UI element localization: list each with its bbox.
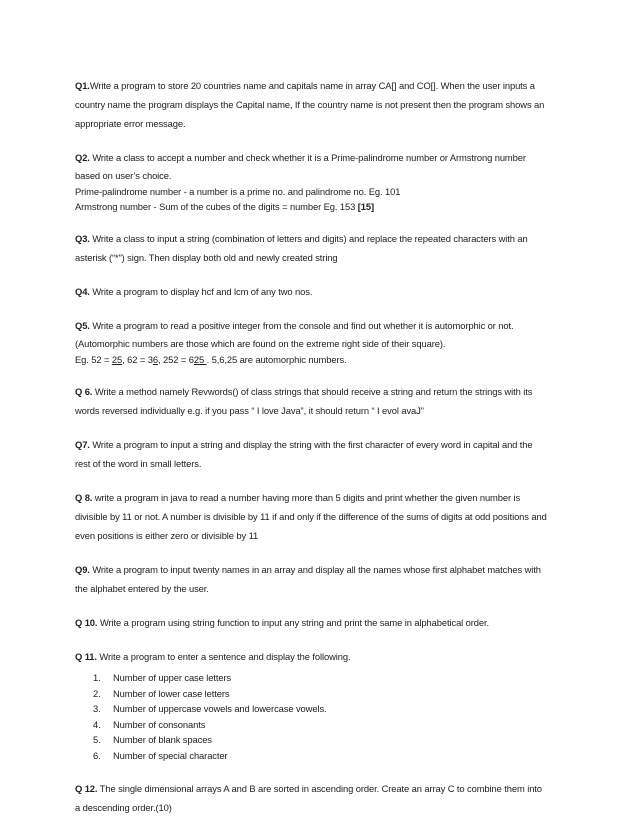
question-8-line-2: divisible by 11 or not. A number is divisible by 11 if and only if the difference of the sums of digits at odd positions and bbox=[75, 511, 547, 522]
question-9-text: Write a program to input twenty names in an array and display all the names whose first alphabet matches with bbox=[89, 564, 541, 575]
question-1-line-1 bbox=[75, 76, 575, 95]
question-7-text: Write a program to input a string and display the string with the first character of every word in capital and the bbox=[89, 439, 533, 450]
question-5-text: Write a program to read a positive integer from the console and find out whether it is automorphic or not. bbox=[89, 320, 514, 331]
list-item-number: 3. bbox=[93, 703, 101, 715]
question-6-line-1 bbox=[75, 382, 575, 401]
example-part-3: , 252 = 6 bbox=[158, 354, 194, 365]
question-2-marks: [15] bbox=[357, 201, 375, 212]
question-5-line-2: (Automorphic numbers are those which are found on the extreme right side of their square). bbox=[75, 338, 446, 349]
question-1-number: Q1. bbox=[75, 80, 90, 91]
question-10-line-1 bbox=[75, 613, 575, 632]
list-item-number: 5. bbox=[93, 734, 101, 746]
list-item-text: Number of lower case letters bbox=[113, 687, 230, 699]
list-item-text: Number of blank spaces bbox=[113, 734, 212, 746]
question-5-line-1 bbox=[75, 316, 575, 335]
example-part-1: Eg. 52 = bbox=[75, 354, 112, 365]
question-12-number: Q 12. bbox=[75, 782, 98, 794]
example-underline-1: 25 bbox=[111, 354, 123, 365]
list-item-number: 1. bbox=[93, 672, 101, 683]
question-2-line-4 bbox=[75, 199, 575, 214]
question-9 bbox=[75, 560, 575, 598]
example-underline-2: 6 bbox=[152, 354, 158, 365]
question-3-text: Write a class to input a string (combination of letters and digits) and replace the repeated characters with an bbox=[89, 233, 528, 244]
question-7-line-2: rest of the word in small letters. bbox=[75, 458, 202, 469]
question-2-armstrong-text: Armstrong number - Sum of the cubes of the digits = number Eg. 153 bbox=[75, 201, 358, 212]
question-12-line-1 bbox=[75, 779, 575, 798]
question-8-line-1 bbox=[75, 488, 575, 507]
question-8-line-3: even positions is either zero or divisible by 11 bbox=[75, 530, 259, 541]
list-item bbox=[93, 670, 575, 686]
question-9-number: Q9. bbox=[75, 564, 90, 575]
list-item-number: 2. bbox=[93, 687, 101, 699]
list-item bbox=[93, 717, 575, 733]
question-2-line-2: based on user’s choice. bbox=[75, 170, 172, 181]
question-1-text: Write a program to store 20 countries name and capitals name in array CA[] and CO[]. When the user inputs a bbox=[89, 80, 535, 91]
question-11-list bbox=[75, 670, 575, 764]
question-5-example bbox=[75, 352, 575, 367]
question-7-line-1 bbox=[75, 435, 575, 454]
question-8-number: Q 8. bbox=[75, 492, 93, 503]
list-item bbox=[93, 701, 575, 717]
list-item-text: Number of uppercase vowels and lowercase vowels. bbox=[113, 703, 327, 715]
question-6 bbox=[75, 382, 575, 420]
question-12-text: The single dimensional arrays A and B are sorted in ascending order. Create an array C to combine them into bbox=[97, 782, 542, 794]
question-3 bbox=[75, 229, 575, 267]
example-underline-3: 25 bbox=[193, 354, 207, 365]
question-10-number: Q 10. bbox=[75, 617, 98, 628]
question-6-number: Q 6. bbox=[75, 386, 93, 397]
question-3-line-1 bbox=[75, 229, 575, 248]
list-item bbox=[93, 686, 575, 702]
question-12-line-2: a descending order.(10) bbox=[75, 801, 172, 813]
question-1-line-3: appropriate error message. bbox=[75, 118, 186, 129]
list-item-text: Number of consonants bbox=[113, 718, 206, 730]
question-11-text: Write a program to enter a sentence and display the following. bbox=[96, 651, 351, 662]
question-10-text: Write a program using string function to input any string and print the same in alphabetical order. bbox=[97, 617, 490, 628]
question-5 bbox=[75, 316, 575, 367]
list-item-number: 4. bbox=[93, 718, 101, 730]
question-10 bbox=[75, 613, 575, 632]
question-11-line-1 bbox=[75, 647, 575, 666]
list-item bbox=[93, 732, 575, 748]
question-6-text: Write a method namely Revwords() of class strings that should receive a string and return the strings with its bbox=[92, 386, 533, 397]
question-1 bbox=[75, 76, 575, 133]
question-9-line-2: the alphabet entered by the user. bbox=[75, 583, 209, 594]
question-11-number: Q 11. bbox=[75, 651, 97, 662]
question-2-text: Write a class to accept a number and check whether it is a Prime-palindrome number or Armstrong number bbox=[89, 152, 526, 163]
question-7-number: Q7. bbox=[75, 439, 90, 450]
question-8 bbox=[75, 488, 575, 545]
question-5-number: Q5. bbox=[75, 320, 90, 331]
list-item bbox=[93, 748, 575, 764]
question-2-line-1 bbox=[75, 148, 575, 167]
question-12 bbox=[75, 779, 575, 817]
question-6-line-2: words reversed individually e.g. if you pass “ I love Java”, it should return “ I evol avaJ” bbox=[75, 405, 424, 416]
list-item-text: Number of special character bbox=[113, 749, 228, 761]
question-3-number: Q3. bbox=[75, 233, 90, 244]
example-part-2: , 62 = 3 bbox=[122, 354, 153, 365]
question-2-number: Q2. bbox=[75, 152, 90, 163]
question-4-line-1 bbox=[75, 282, 575, 301]
list-item-number: 6. bbox=[93, 749, 101, 761]
question-4 bbox=[75, 282, 575, 301]
list-item-text: Number of upper case letters bbox=[113, 672, 232, 683]
question-4-text: Write a program to display hcf and lcm of any two nos. bbox=[89, 286, 313, 297]
document-page bbox=[75, 76, 575, 832]
question-9-line-1 bbox=[75, 560, 575, 579]
question-2 bbox=[75, 148, 575, 214]
question-7 bbox=[75, 435, 575, 473]
question-1-line-2: country name the program displays the Capital name, If the country name is not present then the program shows an bbox=[75, 99, 545, 110]
question-11 bbox=[75, 647, 575, 764]
question-3-line-2: asterisk (“*”) sign. Then display both old and newly created string bbox=[75, 252, 338, 263]
question-2-line-3: Prime-palindrome number - a number is a prime no. and palindrome no. Eg. 101 bbox=[75, 186, 401, 197]
question-8-text: write a program in java to read a number having more than 5 digits and print whether the given number is bbox=[92, 492, 521, 503]
question-4-number: Q4. bbox=[75, 286, 90, 297]
example-part-4: . 5,6,25 are automorphic numbers. bbox=[206, 354, 347, 365]
